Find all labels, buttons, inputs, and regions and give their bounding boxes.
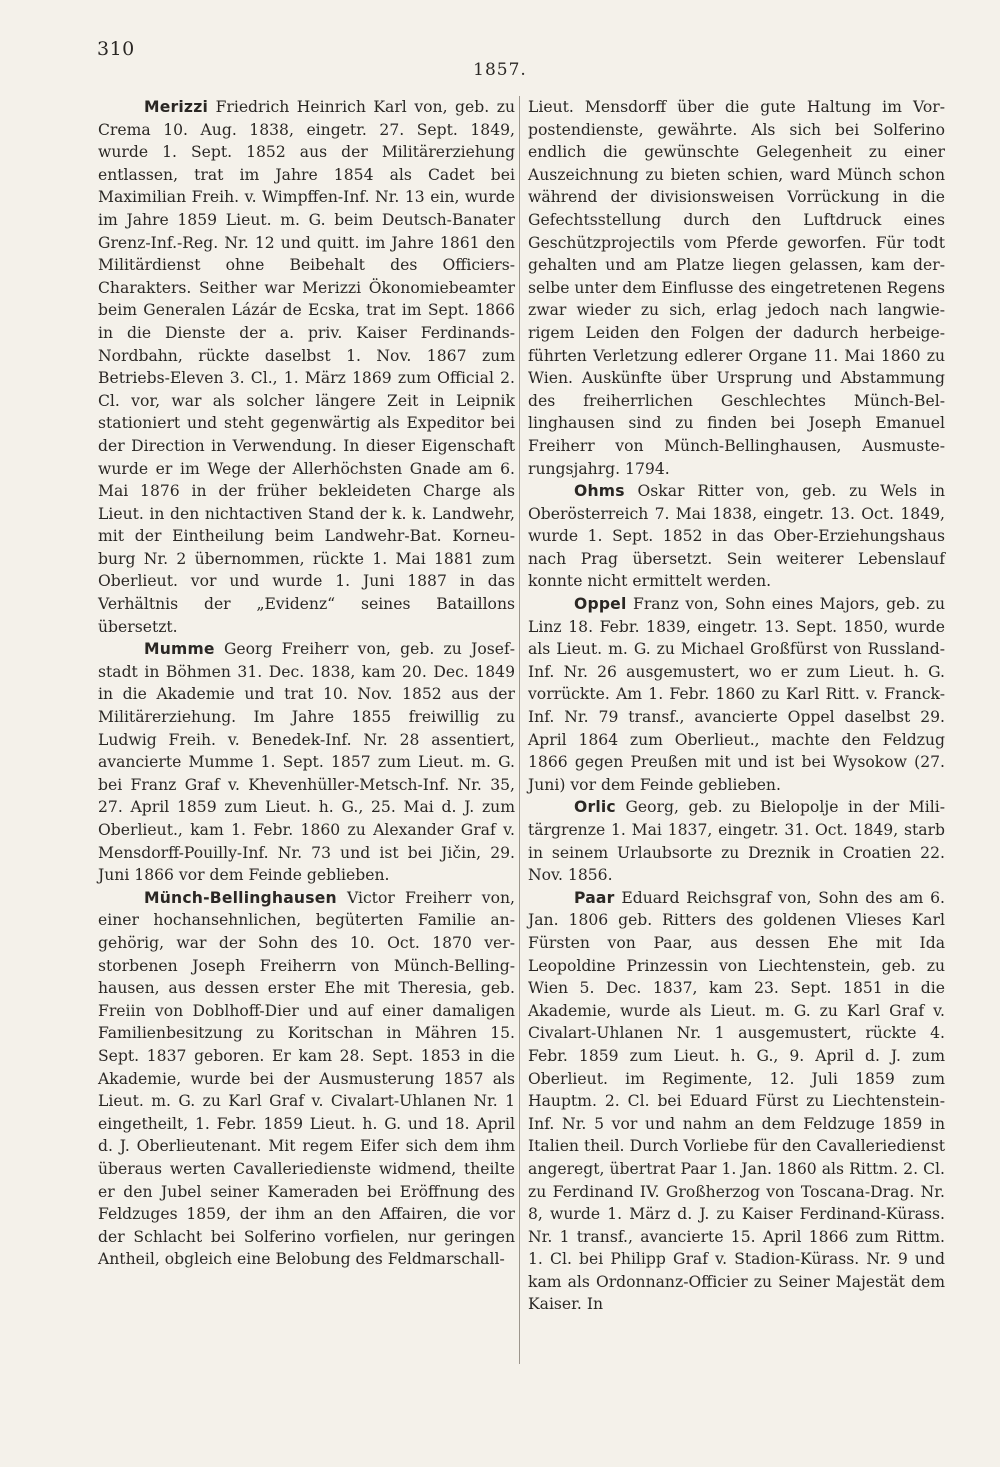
entry-mumme: [98, 638, 515, 887]
entry-text: Georg, geb. zu Bielopolje in der Militärgrenze 1. Mai 1837, eingetr. 31. Oct. 1849, starb in seinem Urlaubsorte zu Dreznik in Croatien 22. Nov. 1856.: [528, 798, 945, 885]
entry-muench-bellinghausen: [98, 887, 515, 1271]
entry-text: Friedrich Heinrich Karl von, geb. zu Crema 10. Aug. 1838, eingetr. 27. Sept. 1849, wurde 1. Sept. 1852 aus der Militärerziehung entlassen, trat im Jahre 1854 als Cadet bei Maximilian Freih. v. Wimpffen-Inf. Nr. 13 ein, wurde im Jahre 1859 Lieut. m. G. beim Deutsch-Banater Grenz-Inf.-Reg. Nr. 12 und quitt. im Jahre 1861 den Militärdienst ohne Beibehalt des Officiers-Charakters. Seither war Merizzi Ökonomiebeamter beim Generalen Lázár de Ecska, trat im Sept. 1866 in die Dienste der a. priv. Kaiser Ferdinands-Nordbahn, rückte daselbst 1. Nov. 1867 zum Betriebs-Eleven 3. Cl., 1. März 1869 zum Official 2. Cl. vor, war als solcher längere Zeit in Leipnik stationiert und steht gegenwärtig als Expeditor bei der Direction in Verwendung. In dieser Eigenschaft wurde er im Wege der Allerhöchsten Gnade am 6. Mai 1876 in der früher bekleideten Charge als Lieut. in den nichtactiven Stand der k. k. Landwehr, mit der Eintheilung beim Landwehr-Bat. Korneuburg Nr. 2 übernommen, rückte 1. Mai 1881 zum Oberlieut. vor und wurde 1. Juni 1887 in das Verhältnis der „Evidenz“ seines Bataillons übersetzt.: [98, 98, 515, 636]
entry-text: Franz von, Sohn eines Majors, geb. zu Linz 18. Febr. 1839, eingetr. 13. Sept. 1850, wurde als Lieut. m. G. zu Michael Großfürst von Russland-Inf. Nr. 26 ausgemustert, wo er zum Lieut. h. G. vorrückte. Am 1. Febr. 1860 zu Karl Ritt. v. Franck-Inf. Nr. 79 transf., avancierte Oppel daselbst 29. April 1864 zum Oberlieut., machte den Feldzug 1866 gegen Preußen mit und ist bei Wysokow (27. Juni) vor dem Feinde geblieben.: [528, 595, 945, 794]
entry-merizzi: [98, 96, 515, 638]
running-header-year: 1857.: [473, 60, 527, 80]
column-divider: [519, 96, 520, 1364]
entry-text: Oskar Ritter von, geb. zu Wels in Oberösterreich 7. Mai 1838, eingetr. 13. Oct. 1849, wurde 1. Sept. 1852 in das Ober-Erziehungshaus nach Prag übersetzt. Sein weiterer Lebenslauf konnte nicht ermittelt werden.: [528, 482, 945, 591]
entry-surname: Ohms: [574, 482, 625, 501]
page-number: 310: [97, 38, 135, 60]
entry-muench-bellinghausen-continued: [528, 96, 945, 480]
entry-surname: Oppel: [574, 595, 627, 614]
entry-text: Victor Freiherr von, einer hochansehnlichen, begüterten Familie angehörig, war der Sohn des 10. Oct. 1870 verstorbenen Joseph Freiherrn von Münch-Bellinghausen, aus dessen erster Ehe mit Theresia, geb. Freiin von Doblhoff-Dier und auf einer damaligen Familienbesitzung zu Koritschan in Mähren 15. Sept. 1837 geboren. Er kam 28. Sept. 1853 in die Akademie, wurde bei der Ausmusterung 1857 als Lieut. m. G. zu Karl Graf v. Civalart-Uhlanen Nr. 1 eingetheilt, 1. Febr. 1859 Lieut. h. G. und 18. April d. J. Oberlieutenant. Mit regem Eifer sich dem ihm überaus werten Cavalleriedienste widmend, theilte er den Jubel seiner Kameraden bei Eröffnung des Feldzuges 1859, der ihm an den Affairen, die vor der Schlacht bei Solferino vorfielen, nur geringen Antheil, obgleich eine Belobung des Feldmarschall-: [98, 888, 515, 1269]
entry-surname: Paar: [574, 888, 615, 907]
entry-text: Georg Freiherr von, geb. zu Josefstadt in Böhmen 31. Dec. 1838, kam 20. Dec. 1849 in die Akademie und trat 10. Nov. 1852 aus der Militärerziehung. Im Jahre 1855 freiwillig zu Ludwig Freih. v. Benedek-Inf. Nr. 28 assentiert, avancierte Mumme 1. Sept. 1857 zum Lieut. m. G. bei Franz Graf v. Khevenhüller-Metsch-Inf. Nr. 35, 27. April 1859 zum Lieut. h. G., 25. Mai d. J. zum Oberlieut., kam 1. Febr. 1860 zu Alexander Graf v. Mensdorff-Pouilly-Inf. Nr. 73 und ist bei Jičin, 29. Juni 1866 vor dem Feinde geblieben.: [98, 640, 515, 885]
entry-surname: Orlic: [574, 798, 616, 817]
entry-text: Eduard Reichsgraf von, Sohn des am 6. Jan. 1806 geb. Ritters des goldenen Vlieses Karl Fürsten von Paar, aus dessen Ehe mit Ida Leopoldine Prinzessin von Liechtenstein, geb. zu Wien 5. Dec. 1837, kam 23. Sept. 1851 in die Akademie, wurde als Lieut. m. G. zu Karl Graf v. Civalart-Uhlanen Nr. 1 ausgemustert, rückte 4. Febr. 1859 zum Lieut. h. G., 9. April d. J. zum Oberlieut. im Regimente, 12. Juli 1859 zum Hauptm. 2. Cl. bei Eduard Fürst zu Liechtenstein-Inf. Nr. 5 vor und nahm an dem Feldzuge 1859 in Italien theil. Durch Vorliebe für den Cavalleriedienst angeregt, übertrat Paar 1. Jan. 1860 als Rittm. 2. Cl. zu Ferdinand IV. Großherzog von Toscana-Drag. Nr. 8, wurde 1. März d. J. zu Kaiser Ferdinand-Kürass. Nr. 1 transf., avancierte 15. April 1866 zum Rittm. 1. Cl. bei Philipp Graf v. Stadion-Kürass. Nr. 9 und kam als Ordonnanz-Officier zu Seiner Majestät dem Kaiser. In: [528, 888, 945, 1314]
entry-surname: Mumme: [144, 640, 215, 659]
entry-text: Lieut. Mensdorff über die gute Haltung im Vorpostendienste, gewährte. Als sich bei Solferino endlich die gewünschte Gelegenheit zu einer Auszeichnung zu bieten schien, ward Münch schon während der divisionsweisen Vorrückung in die Gefechtsstellung durch den Luftdruck eines Geschützprojectils vom Pferde geworfen. Für todt gehalten und am Platze liegen gelassen, kam derselbe unter dem Einflusse des eingetretenen Regens zwar wieder zu sich, erlag jedoch nach langwierigem Leiden den Folgen der dadurch herbeigeführten Verletzung edlerer Organe 11. Mai 1860 zu Wien. Auskünfte über Ursprung und Abstammung des freiherrlichen Geschlechtes Münch-Bellinghausen sind zu finden bei Joseph Emanuel Freiherr von Münch-Bellinghausen, Ausmusterungsjahrg. 1794.: [528, 98, 945, 478]
entry-orlic: [528, 796, 945, 886]
entry-ohms: [528, 480, 945, 593]
right-column: [528, 96, 945, 1316]
entry-paar: [528, 887, 945, 1316]
entry-surname: Münch-Bellinghausen: [144, 888, 337, 907]
entry-oppel: [528, 593, 945, 796]
entry-surname: Merizzi: [144, 98, 209, 116]
left-column: [98, 96, 515, 1271]
